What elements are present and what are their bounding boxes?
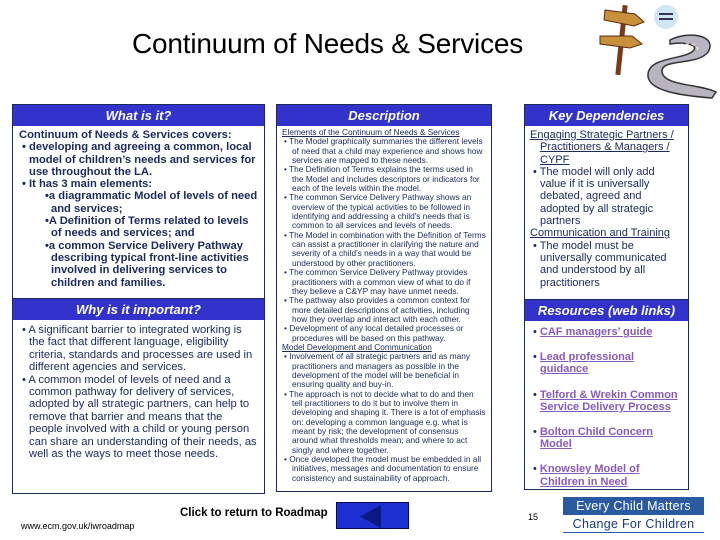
why-important-panel	[12, 299, 265, 494]
key-section-heading: Communication and Training	[530, 227, 671, 240]
description-bullet: • Once developed the model must be embedded in all initiatives, messages and documentation to ensure consistency and sustainability of approach.	[284, 454, 482, 483]
back-arrow-icon	[337, 503, 410, 530]
what-is-it-panel	[12, 104, 265, 299]
description-panel	[276, 104, 492, 492]
why-important-heading: Why is it important?	[13, 299, 264, 320]
page-number: 15	[528, 512, 539, 522]
key-bullet: • The model must be universally communicated and understood by all practitioners	[533, 239, 667, 289]
description-bullet: • Development of any local detailed processes or procedures will be based on this pathway.	[284, 323, 464, 343]
resource-item: • Telford & Wrekin Common Service Delivery Process	[533, 388, 678, 413]
ecm-logo-top: Every Child Matters	[563, 497, 704, 515]
description-section-heading: Model Development and Communication	[282, 341, 432, 352]
description-bullet: • The common Service Delivery Pathway shows an overview of the typical activities to be followed in identifying and addressing a child's needs that is common to all services and levels of needs.	[284, 192, 472, 231]
what-sub-bullet: •a diagrammatic Model of levels of need and services;	[45, 190, 258, 215]
what-bullet: • developing and agreeing a common, local model of children’s needs and services for use throughout the LA.	[22, 141, 256, 178]
why-bullet: • A common model of levels of need and a common pathway for delivery of services, adopted by all strategic partners, can help to remove that barrier and means that the people involved with a child or young person can share an understanding of their needs, as well as the ways to meet those needs.	[22, 373, 257, 461]
description-heading: Description	[277, 105, 491, 126]
description-section-heading: Elements of the Continuum of Needs & Services	[282, 127, 460, 137]
what-sub-bullet: •A Definition of Terms related to levels of needs and services; and	[45, 215, 249, 240]
key-dependencies-heading: Key Dependencies	[525, 105, 688, 126]
description-bullet: • Involvement of all strategic partners and as many practitioners and managers as possible in the development of the model will be beneficial in ensuring quality and buy-in.	[284, 351, 470, 390]
description-bullet: • The common Service Delivery Pathway provides practitioners with a common view of what to do if they believe a C&YP may have unmet needs.	[284, 267, 471, 296]
key-bullet: • The model will only add value if it is universally debated, agreed and adopted by all strategic partners	[533, 165, 655, 228]
key-section-heading: Engaging Strategic Partners / Practitioners & Managers / CYPF	[530, 129, 674, 166]
resources-heading: Resources (web links)	[525, 300, 688, 321]
description-bullet: • The approach is not to decide what to do and then tell practitioners to do it but to involve them in developing and shaping it. There is a lot of emphasis on: developing a common language e.g. what is meant by risk; the development of consensus around what thresholds mean; and where to act singly and where together.	[284, 388, 486, 455]
what-sub-bullet: •a common Service Delivery Pathway describing typical front-line activities involved in delivering services to children and families.	[45, 239, 249, 289]
description-bullet: • The Model in combination with the Definition of Terms can assist a practitioner in clarifying the nature and severity of a child's needs in a way that would be understood by other practitioners.	[284, 229, 486, 268]
return-to-roadmap-label: Click to return to Roadmap	[180, 507, 328, 519]
ecm-logo-bottom: Change For Children	[563, 515, 704, 533]
resource-item: • CAF managers’ guide	[533, 326, 653, 338]
resource-item: • Bolton Child Concern Model	[533, 426, 653, 451]
description-bullet: • The pathway also provides a common context for more detailed descriptions of activities, including how they overlap and interact with each other.	[284, 295, 470, 324]
resource-link-caf-guide[interactable]: CAF managers’ guide	[539, 326, 653, 338]
resource-item: • Lead professional guidance	[533, 351, 635, 376]
return-to-roadmap-button[interactable]	[336, 502, 409, 529]
footer-url: www.ecm.gov.uk/iwroadmap	[21, 521, 135, 531]
description-bullet: • The Definition of Terms explains the terms used in the Model and includes descriptors or indicators for each of the levels within the model.	[284, 164, 480, 194]
key-dependencies-panel	[524, 104, 689, 300]
what-is-it-heading: What is it?	[13, 105, 264, 126]
resource-link-telford-wrekin[interactable]: Telford & Wrekin Common Service Delivery Process	[539, 388, 678, 413]
page-title: Continuum of Needs & Services	[132, 28, 524, 59]
what-bullet: • It has 3 main elements:	[22, 178, 153, 191]
resource-link-bolton[interactable]: Bolton Child Concern Model	[539, 426, 653, 451]
every-child-matters-logo	[563, 497, 704, 533]
resources-panel	[524, 300, 689, 490]
why-bullet: • A significant barrier to integrated working is the fact that different language, eligibility criteria, standards and processes are used in different agencies and services.	[22, 324, 253, 374]
resource-link-lead-professional[interactable]: Lead professional guidance	[539, 351, 635, 376]
what-lead: Continuum of Needs & Services covers:	[19, 129, 232, 141]
resource-link-knowsley[interactable]: Knowsley Model of Children in Need	[539, 463, 640, 488]
signpost-road-icon	[590, 0, 720, 100]
description-bullet: • The Model graphically summaries the different levels of need that a child may experience and shows how services are mapped to these needs.	[284, 136, 483, 166]
resource-item: • Knowsley Model of Children in Need	[533, 463, 640, 488]
